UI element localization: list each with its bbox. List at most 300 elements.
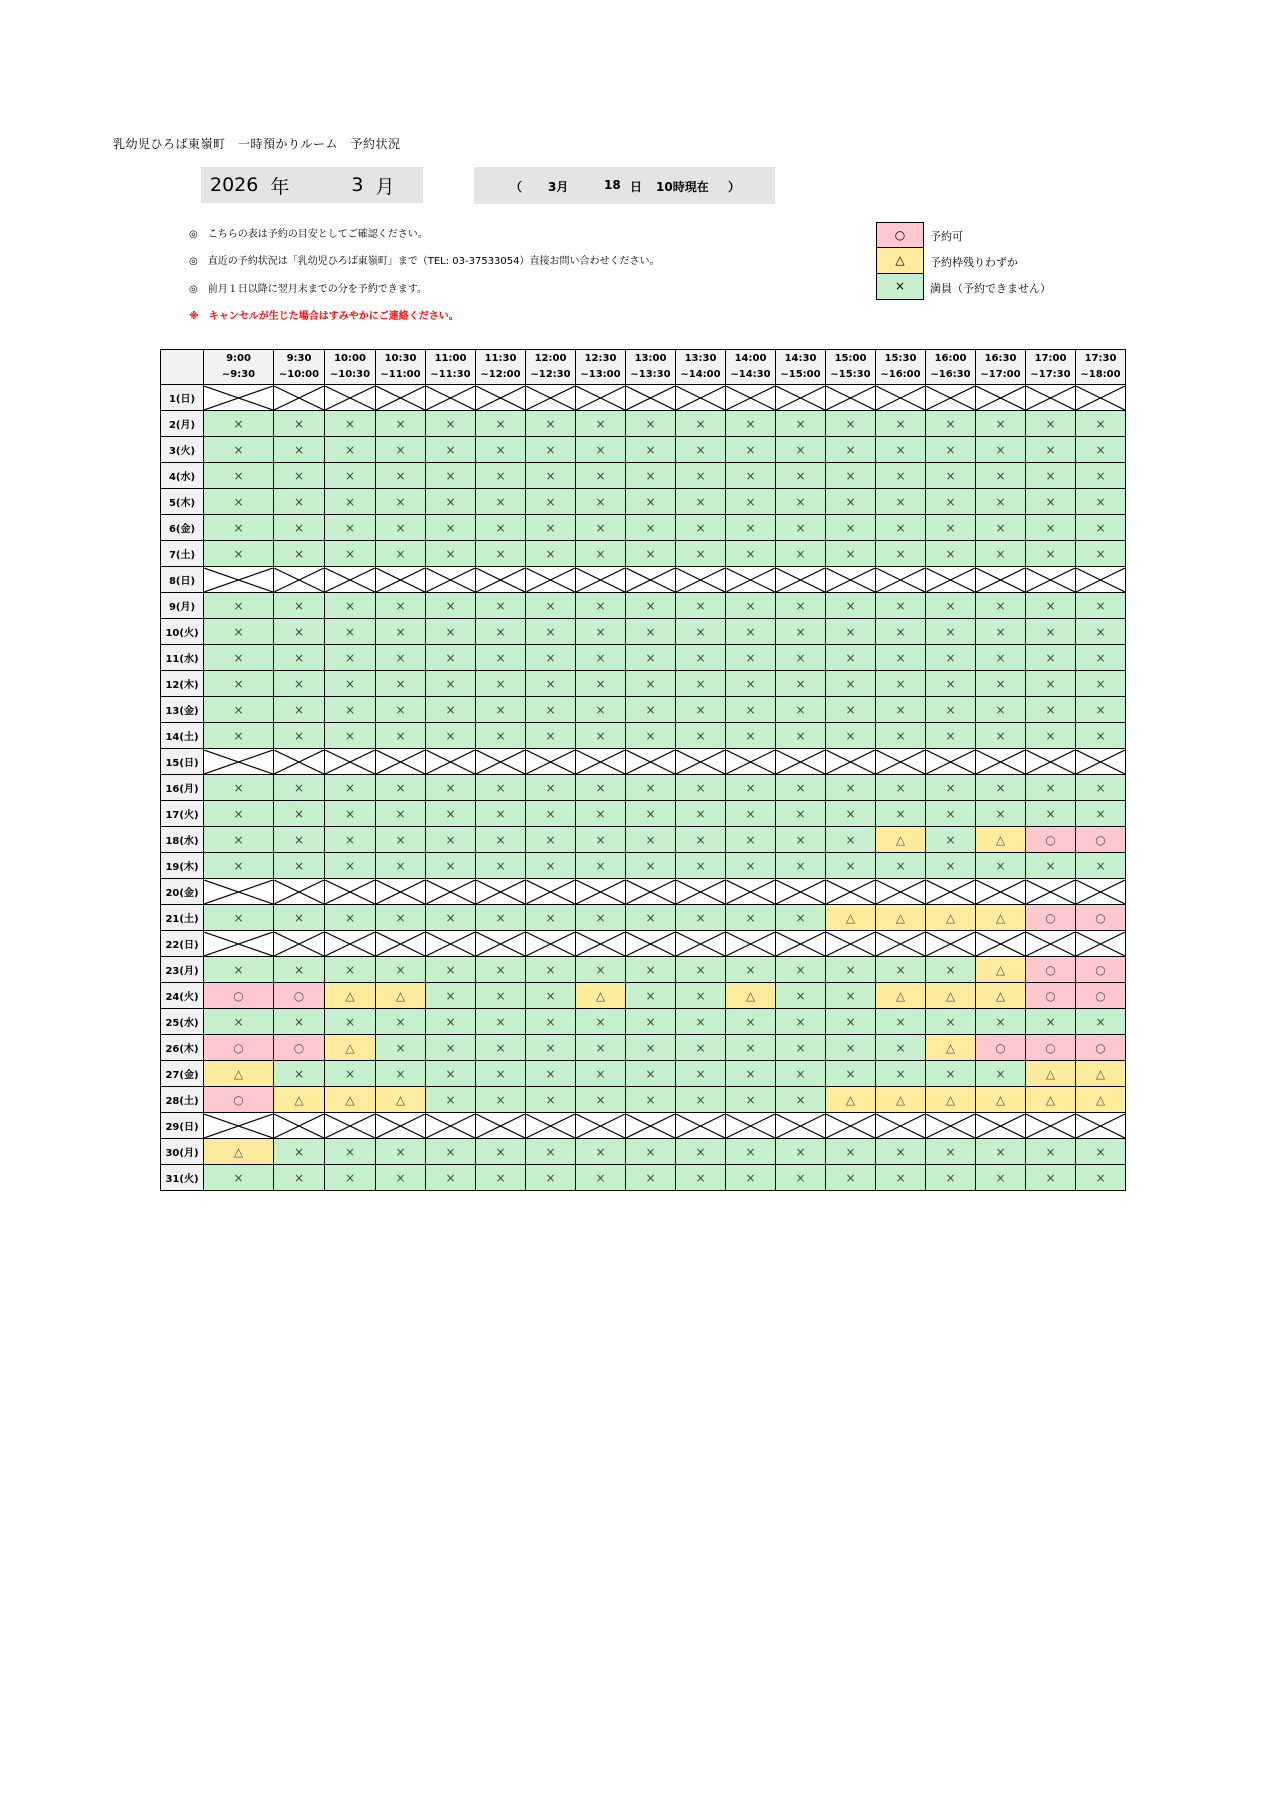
time-slot-start: 9:00 xyxy=(226,353,251,364)
status-full: × xyxy=(526,697,576,723)
status-full: × xyxy=(526,827,576,853)
closed-cross-icon xyxy=(1076,568,1125,592)
status-full: × xyxy=(325,905,376,931)
status-available: ○ xyxy=(204,1087,274,1113)
status-full: × xyxy=(325,515,376,541)
status-full: × xyxy=(776,437,826,463)
status-available: ○ xyxy=(204,983,274,1009)
status-full: × xyxy=(1026,1165,1076,1191)
status-full: × xyxy=(426,1139,476,1165)
status-full: × xyxy=(526,983,576,1009)
day-row xyxy=(161,1165,1126,1191)
status-full: × xyxy=(626,1139,676,1165)
status-full: × xyxy=(1076,593,1126,619)
day-label: 5(木) xyxy=(161,489,204,515)
closed-cell xyxy=(976,567,1026,593)
status-full: × xyxy=(426,541,476,567)
closed-cell xyxy=(1076,749,1126,775)
status-full: × xyxy=(726,437,776,463)
closed-cell xyxy=(325,385,376,411)
status-few: △ xyxy=(876,983,926,1009)
day-label: 3(火) xyxy=(161,437,204,463)
status-full: × xyxy=(876,723,926,749)
day-row xyxy=(161,671,1126,697)
status-full: × xyxy=(576,541,626,567)
status-full: × xyxy=(526,853,576,879)
status-full: × xyxy=(1026,515,1076,541)
status-full: × xyxy=(576,723,626,749)
time-slot-start: 11:00 xyxy=(434,353,467,364)
time-slot-start: 14:00 xyxy=(734,353,767,364)
time-slot-header xyxy=(826,350,876,385)
status-few: △ xyxy=(976,983,1026,1009)
corner-cell xyxy=(161,350,204,385)
status-full: × xyxy=(526,411,576,437)
status-full: × xyxy=(876,437,926,463)
day-row xyxy=(161,775,1126,801)
closed-cross-icon xyxy=(526,568,575,592)
status-full: × xyxy=(274,619,325,645)
status-full: × xyxy=(676,437,726,463)
status-few: △ xyxy=(1076,1087,1126,1113)
status-full: × xyxy=(926,541,976,567)
status-full: × xyxy=(274,541,325,567)
status-full: × xyxy=(1076,1139,1126,1165)
status-full: × xyxy=(926,619,976,645)
status-full: × xyxy=(1076,723,1126,749)
closed-cross-icon xyxy=(826,568,875,592)
legend-label-full: 満員（予約できません） xyxy=(930,282,1051,295)
closed-cell xyxy=(876,749,926,775)
status-full: × xyxy=(204,853,274,879)
status-full: × xyxy=(876,957,926,983)
status-full: × xyxy=(376,775,426,801)
closed-cross-icon xyxy=(576,880,625,904)
closed-cell xyxy=(976,1113,1026,1139)
status-full: × xyxy=(876,463,926,489)
status-full: × xyxy=(1026,1139,1076,1165)
time-slot-end: ~12:00 xyxy=(480,369,521,380)
time-slot-start: 13:00 xyxy=(634,353,667,364)
closed-cross-icon xyxy=(325,750,375,774)
closed-cell xyxy=(1026,567,1076,593)
status-full: × xyxy=(376,1061,426,1087)
day-row xyxy=(161,567,1126,593)
closed-cell xyxy=(325,879,376,905)
status-few: △ xyxy=(726,983,776,1009)
status-full: × xyxy=(626,801,676,827)
status-full: × xyxy=(926,437,976,463)
status-full: × xyxy=(1076,489,1126,515)
closed-cross-icon xyxy=(274,932,324,956)
status-full: × xyxy=(876,671,926,697)
day-row xyxy=(161,515,1126,541)
status-few: △ xyxy=(876,905,926,931)
status-full: × xyxy=(626,515,676,541)
closed-cross-icon xyxy=(204,932,273,956)
status-few: △ xyxy=(325,983,376,1009)
status-full: × xyxy=(576,827,626,853)
status-full: × xyxy=(976,853,1026,879)
closed-cross-icon xyxy=(325,386,375,410)
status-available: ○ xyxy=(204,1035,274,1061)
closed-cell xyxy=(376,385,426,411)
closed-cross-icon xyxy=(325,880,375,904)
status-few: △ xyxy=(976,1087,1026,1113)
status-full: × xyxy=(576,801,626,827)
closed-cell xyxy=(676,1113,726,1139)
status-full: × xyxy=(274,1165,325,1191)
status-full: × xyxy=(976,463,1026,489)
status-full: × xyxy=(926,515,976,541)
closed-cross-icon xyxy=(726,568,775,592)
status-full: × xyxy=(826,1035,876,1061)
status-full: × xyxy=(676,619,726,645)
closed-cross-icon xyxy=(1076,750,1125,774)
closed-cell xyxy=(476,749,526,775)
status-full: × xyxy=(826,827,876,853)
closed-cross-icon xyxy=(676,1114,725,1138)
closed-cross-icon xyxy=(876,1114,925,1138)
status-full: × xyxy=(576,957,626,983)
status-full: × xyxy=(325,671,376,697)
closed-cell xyxy=(274,567,325,593)
closed-cross-icon xyxy=(926,932,975,956)
closed-cross-icon xyxy=(726,386,775,410)
closed-cross-icon xyxy=(776,880,825,904)
status-full: × xyxy=(626,593,676,619)
status-full: × xyxy=(376,853,426,879)
status-full: × xyxy=(1026,775,1076,801)
status-full: × xyxy=(426,1035,476,1061)
day-row xyxy=(161,983,1126,1009)
day-label: 18(水) xyxy=(161,827,204,853)
time-slot-end: ~16:30 xyxy=(930,369,971,380)
status-full: × xyxy=(876,775,926,801)
status-full: × xyxy=(676,697,726,723)
time-slot-header xyxy=(325,350,376,385)
closed-cross-icon xyxy=(325,568,375,592)
closed-cell xyxy=(426,931,476,957)
status-full: × xyxy=(476,593,526,619)
status-full: × xyxy=(576,1009,626,1035)
status-full: × xyxy=(476,671,526,697)
year-unit: 年 xyxy=(270,175,290,198)
day-label: 13(金) xyxy=(161,697,204,723)
status-full: × xyxy=(826,671,876,697)
status-few: △ xyxy=(976,827,1026,853)
status-full: × xyxy=(376,515,426,541)
status-full: × xyxy=(376,827,426,853)
status-full: × xyxy=(325,801,376,827)
status-few: △ xyxy=(376,1087,426,1113)
closed-cross-icon xyxy=(976,386,1025,410)
closed-cell xyxy=(576,567,626,593)
closed-cross-icon xyxy=(926,750,975,774)
day-row xyxy=(161,853,1126,879)
status-full: × xyxy=(426,593,476,619)
status-full: × xyxy=(426,463,476,489)
closed-cell xyxy=(576,749,626,775)
status-full: × xyxy=(926,957,976,983)
status-full: × xyxy=(274,489,325,515)
closed-cross-icon xyxy=(926,880,975,904)
status-full: × xyxy=(576,1087,626,1113)
status-full: × xyxy=(274,645,325,671)
status-full: × xyxy=(376,411,426,437)
status-full: × xyxy=(325,723,376,749)
status-full: × xyxy=(325,411,376,437)
status-full: × xyxy=(476,905,526,931)
legend-item-available xyxy=(876,222,1096,248)
status-few: △ xyxy=(926,1087,976,1113)
status-available: ○ xyxy=(1026,957,1076,983)
closed-cross-icon xyxy=(526,386,575,410)
time-slot-end: ~10:30 xyxy=(329,369,371,380)
time-slot-end: ~15:30 xyxy=(830,369,871,380)
closed-cross-icon xyxy=(204,386,273,410)
day-row xyxy=(161,801,1126,827)
closed-cell xyxy=(626,385,676,411)
status-full: × xyxy=(726,827,776,853)
status-full: × xyxy=(325,1009,376,1035)
status-full: × xyxy=(1026,1009,1076,1035)
status-full: × xyxy=(1026,619,1076,645)
status-full: × xyxy=(876,697,926,723)
closed-cross-icon xyxy=(876,386,925,410)
status-full: × xyxy=(776,411,826,437)
closed-cross-icon xyxy=(676,568,725,592)
status-full: × xyxy=(826,697,876,723)
status-full: × xyxy=(676,853,726,879)
status-full: × xyxy=(926,411,976,437)
time-slot-start: 10:30 xyxy=(384,353,417,364)
status-full: × xyxy=(325,437,376,463)
status-full: × xyxy=(826,723,876,749)
closed-cross-icon xyxy=(325,932,375,956)
status-few: △ xyxy=(926,1035,976,1061)
status-full: × xyxy=(676,1009,726,1035)
status-full: × xyxy=(426,723,476,749)
status-full: × xyxy=(776,645,826,671)
status-full: × xyxy=(476,775,526,801)
status-full: × xyxy=(826,489,876,515)
status-full: × xyxy=(726,645,776,671)
closed-cross-icon xyxy=(476,750,525,774)
status-few: △ xyxy=(876,827,926,853)
status-full: × xyxy=(976,593,1026,619)
status-full: × xyxy=(274,671,325,697)
legend xyxy=(876,222,1096,300)
status-full: × xyxy=(476,411,526,437)
closed-cell xyxy=(476,567,526,593)
status-few: △ xyxy=(325,1087,376,1113)
time-slot-header xyxy=(1076,350,1126,385)
closed-cross-icon xyxy=(826,750,875,774)
closed-cross-icon xyxy=(676,932,725,956)
closed-cross-icon xyxy=(726,1114,775,1138)
status-full: × xyxy=(426,775,476,801)
status-full: × xyxy=(676,983,726,1009)
status-full: × xyxy=(274,463,325,489)
status-full: × xyxy=(376,723,426,749)
status-full: × xyxy=(526,1087,576,1113)
status-full: × xyxy=(726,1139,776,1165)
closed-cell xyxy=(1076,567,1126,593)
status-full: × xyxy=(274,827,325,853)
day-label: 12(木) xyxy=(161,671,204,697)
status-full: × xyxy=(426,671,476,697)
time-slot-end: ~14:30 xyxy=(730,369,771,380)
status-available: ○ xyxy=(1076,905,1126,931)
status-full: × xyxy=(776,1061,826,1087)
closed-cross-icon xyxy=(926,1114,975,1138)
status-full: × xyxy=(626,437,676,463)
closed-cell xyxy=(526,931,576,957)
status-full: × xyxy=(776,1035,826,1061)
status-full: × xyxy=(726,853,776,879)
status-full: × xyxy=(526,515,576,541)
status-full: × xyxy=(626,541,676,567)
as-of-open-paren: （ xyxy=(510,180,523,194)
status-full: × xyxy=(274,593,325,619)
status-full: × xyxy=(676,463,726,489)
closed-cross-icon xyxy=(526,880,575,904)
day-label: 2(月) xyxy=(161,411,204,437)
closed-cell xyxy=(376,749,426,775)
status-full: × xyxy=(726,697,776,723)
closed-cell xyxy=(926,749,976,775)
status-full: × xyxy=(976,801,1026,827)
time-slot-start: 16:00 xyxy=(934,353,967,364)
status-full: × xyxy=(526,801,576,827)
closed-cell xyxy=(426,879,476,905)
status-full: × xyxy=(876,411,926,437)
status-full: × xyxy=(1076,515,1126,541)
time-slot-start: 15:00 xyxy=(834,353,867,364)
day-label: 29(日) xyxy=(161,1113,204,1139)
status-few: △ xyxy=(274,1087,325,1113)
status-full: × xyxy=(1026,671,1076,697)
day-row xyxy=(161,489,1126,515)
status-full: × xyxy=(1076,697,1126,723)
closed-cross-icon xyxy=(826,880,875,904)
closed-cross-icon xyxy=(526,750,575,774)
year-value: 2026 xyxy=(210,174,259,196)
status-full: × xyxy=(776,957,826,983)
closed-cell xyxy=(1076,879,1126,905)
status-full: × xyxy=(626,619,676,645)
day-row xyxy=(161,1009,1126,1035)
status-full: × xyxy=(726,801,776,827)
status-full: × xyxy=(526,437,576,463)
status-full: × xyxy=(204,411,274,437)
closed-cell xyxy=(726,385,776,411)
status-full: × xyxy=(274,905,325,931)
status-full: × xyxy=(576,1035,626,1061)
closed-cell xyxy=(325,1113,376,1139)
closed-cell xyxy=(526,567,576,593)
status-full: × xyxy=(826,437,876,463)
closed-cell xyxy=(976,931,1026,957)
closed-cell xyxy=(274,879,325,905)
status-full: × xyxy=(576,697,626,723)
closed-cross-icon xyxy=(676,880,725,904)
closed-cell xyxy=(1026,931,1076,957)
status-full: × xyxy=(376,801,426,827)
status-full: × xyxy=(426,1165,476,1191)
status-full: × xyxy=(476,801,526,827)
time-slot-start: 17:00 xyxy=(1034,353,1067,364)
status-full: × xyxy=(576,411,626,437)
status-full: × xyxy=(926,463,976,489)
status-full: × xyxy=(476,697,526,723)
status-full: × xyxy=(876,801,926,827)
status-full: × xyxy=(626,411,676,437)
status-full: × xyxy=(325,853,376,879)
status-available: ○ xyxy=(1076,827,1126,853)
status-full: × xyxy=(776,801,826,827)
status-full: × xyxy=(926,827,976,853)
status-full: × xyxy=(526,671,576,697)
closed-cross-icon xyxy=(426,1114,475,1138)
closed-cross-icon xyxy=(376,932,425,956)
status-full: × xyxy=(476,619,526,645)
status-full: × xyxy=(274,437,325,463)
closed-cell xyxy=(876,879,926,905)
day-label: 16(月) xyxy=(161,775,204,801)
day-row xyxy=(161,1113,1126,1139)
status-full: × xyxy=(626,697,676,723)
time-slot-end: ~14:00 xyxy=(680,369,721,380)
status-full: × xyxy=(1076,853,1126,879)
status-full: × xyxy=(726,723,776,749)
day-row xyxy=(161,1061,1126,1087)
status-full: × xyxy=(976,1139,1026,1165)
status-full: × xyxy=(526,957,576,983)
closed-cross-icon xyxy=(376,1114,425,1138)
status-full: × xyxy=(1076,437,1126,463)
status-full: × xyxy=(204,1165,274,1191)
closed-cell xyxy=(926,567,976,593)
closed-cell xyxy=(926,1113,976,1139)
status-few: △ xyxy=(204,1061,274,1087)
time-slot-header xyxy=(626,350,676,385)
closed-cell xyxy=(976,879,1026,905)
day-label: 8(日) xyxy=(161,567,204,593)
status-full: × xyxy=(826,541,876,567)
status-full: × xyxy=(726,775,776,801)
closed-cross-icon xyxy=(576,1114,625,1138)
time-slot-end: ~9:30 xyxy=(221,369,256,380)
time-slot-header xyxy=(1026,350,1076,385)
status-full: × xyxy=(776,489,826,515)
status-full: × xyxy=(826,1061,876,1087)
status-full: × xyxy=(274,1009,325,1035)
closed-cross-icon xyxy=(426,568,475,592)
closed-cross-icon xyxy=(726,880,775,904)
closed-cell xyxy=(926,879,976,905)
status-full: × xyxy=(676,515,726,541)
status-full: × xyxy=(726,1165,776,1191)
status-full: × xyxy=(976,489,1026,515)
closed-cross-icon xyxy=(876,750,925,774)
closed-cell xyxy=(576,385,626,411)
status-full: × xyxy=(726,489,776,515)
status-full: × xyxy=(376,905,426,931)
closed-cell xyxy=(826,385,876,411)
status-full: × xyxy=(1026,853,1076,879)
